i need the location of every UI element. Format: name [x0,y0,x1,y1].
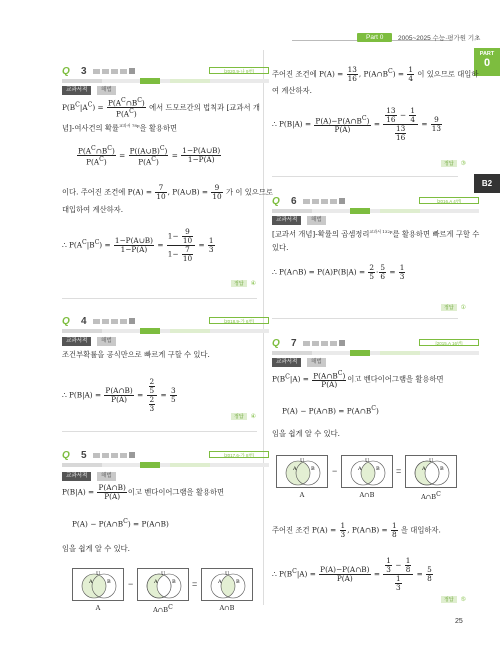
problem-number: 6 [291,196,297,207]
q3-given-text: 이다. 주어진 조건에 [62,187,126,197]
svg-text:U: U [161,571,166,577]
section-tab: B2 [474,174,500,193]
venn-diagram-a-not-b [137,568,189,601]
svg-text:A: A [89,579,93,585]
difficulty-dots [93,69,127,74]
q7-line1-text: 이고 벤다이어그램을 활용하면 [347,374,444,384]
q3-line1: $P(B^C|A^C)$ = $\frac{P(A^C\cap B^C)}{P(A^C)}$ 에서 드모르간의 법칙과 [교과서 개 [62,97,260,119]
problem-source: [2018.9-가 6번] [209,317,269,324]
problem-header-3 [62,66,270,88]
difficulty-square [129,68,135,74]
q-mark-icon: Q [62,66,70,77]
minus-sign: − [332,466,338,476]
q3-line2-text: 념]-여사건의 확률 [62,123,119,133]
problem-number: 5 [81,450,87,461]
svg-text:A: A [293,466,297,472]
tag-textbook: 교과서적 [62,86,91,95]
q5-line2: $P(A) - P(A\cap B^C)$ = P(A∩B) [72,518,169,529]
tag-solution: 해법 [97,337,116,346]
venn-label-text: A∩B [421,493,437,502]
answer-value: ⑤ [460,597,467,603]
progress-bar [272,209,479,213]
q7-given-text: 주어진 조건 [272,525,310,535]
svg-text:B: B [236,579,240,585]
svg-text:U: U [300,458,305,464]
difficulty-dots [93,453,127,458]
r-given-text-b: 이 있으므로 대입하 [417,69,479,79]
answer-label: 정답 [231,280,247,287]
venn-diagram-a [276,455,328,488]
q7-given-text-b: 을 대입하자. [400,525,441,535]
difficulty-dots [303,341,337,346]
svg-text:B: B [107,579,111,585]
answer-label: 정답 [441,596,457,603]
progress-bar [62,463,269,467]
svg-text:U: U [225,571,230,577]
q3-given-text-b: 이 있으므로 [235,187,273,197]
answer-value: ③ [460,161,467,167]
difficulty-square [339,198,345,204]
r-given: 주어진 조건에 P(A) = $\frac{13}{16}$ , $P(A\cap B^C)$ = $\frac{1}{4}$ 이 있으므로 대입하 [272,65,479,83]
progress-bar [272,351,479,355]
q-mark-icon: Q [62,450,70,461]
tag-textbook: 교과서적 [272,216,301,225]
r-result: ∴ P(B|A) = $\frac{P(A)-P(A\cap B^C)}{P(A)}$ = $\frac{13}{16}$ − $\frac{1}{4}$ $\frac{13}{16}$ = $\frac{9}{13}$ [272,106,442,142]
q3-result: ∴ $P(A^C|B^C)$ = $\frac{1-P(A\cup B)}{1-P(A)}$ = 1− $\frac{9}{10}$ 1− $\frac{7}{10}$ = $\frac{1}{3}$ [62,227,214,263]
svg-text:U: U [365,458,370,464]
part-tab-number: 0 [483,57,491,69]
separator [272,176,458,177]
q6-result: ∴ P(A∩B) = P(A)P(B|A) = $\frac{2}{5}$ · $\frac{5}{6}$ = $\frac{1}{3}$ [272,263,405,281]
venn-diagram-a-and-b [201,568,253,601]
venn-label: A [299,491,305,499]
difficulty-dots [93,319,127,324]
problem-source: [2020.9-나 9번] [209,67,269,74]
svg-text:U: U [429,458,434,464]
q7-line2: P(A) − P(A∩B) = $P(A\cap B^C)$ [282,405,379,416]
difficulty-square [339,340,345,346]
q3-given: 이다. 주어진 조건에 P(A) = $\frac{7}{10}$ , P(A∪B) = $\frac{9}{10}$ 가 이 있으므로 [62,183,273,201]
separator [272,318,458,319]
difficulty-dots [303,199,337,204]
q4-result: ∴ P(B|A) = $\frac{P(A\cap B)}{P(A)}$ = $\frac{\frac{2}{5}}{\frac{2}{3}}$ = $\frac{3}{5}$ [62,377,176,413]
progress-bar [62,329,269,333]
answer-q7 [441,596,466,603]
svg-text:U: U [96,571,101,577]
problem-header-5 [62,450,270,472]
minus-sign: − [128,579,134,589]
q5-line1-text: 이고 벤다이어그램을 활용하면 [127,487,225,497]
difficulty-square [129,318,135,324]
answer-label: 정답 [441,304,457,311]
answer-q4 [231,413,256,420]
problem-number: 4 [81,316,87,327]
svg-text:B: B [440,466,444,472]
tag-solution: 해법 [97,472,116,481]
q-mark-icon: Q [272,196,280,207]
svg-text:B: B [172,579,176,585]
venn-label: A [95,604,101,612]
venn-label: A∩B [219,604,235,612]
q3-line1-text: 에서 드모르간의 법칙과 [교과서 개 [149,102,260,112]
tag-solution: 해법 [307,358,326,367]
venn-diagram-a-and-b [341,455,393,488]
problem-header-6 [272,196,480,218]
q3-equation-block: $\frac{P(A^C\cap B^C)}{P(A^C)}$ = $\frac{P((A\cup B)^C)}{P(A^C)}$ = $\frac{1-P(A\cup B)}{1-P(A)}$ [78,145,221,167]
q3-line2-text-b: 을 활용하면 [139,123,178,133]
svg-text:B: B [376,466,380,472]
tag-solution: 해법 [307,216,326,225]
q-mark-icon: Q [62,316,70,327]
q3-calc-text: 대입하여 계산하자. [62,205,124,214]
q7-given: 주어진 조건 P(A) = $\frac{1}{3}$ , P(A∩B) = $\frac{1}{8}$ 을 대입하자. [272,521,441,539]
answer-value: ① [460,305,467,311]
problem-header-7 [272,338,480,360]
svg-text:A: A [422,466,426,472]
answer-r1 [441,160,466,167]
tag-textbook: 교과서적 [62,337,91,346]
equals-sign: = [396,466,402,476]
answer-q3 [231,280,256,287]
q-mark-icon: Q [272,338,280,349]
svg-text:B: B [311,466,315,472]
problem-source: [2015.A 16번] [419,339,479,346]
q6-line2: 있다. [272,243,289,252]
venn-label: $A\cap B^C$ [421,491,441,502]
answer-label: 정답 [231,413,247,420]
answer-label: 정답 [441,160,457,167]
q7-line1: $P(B^C|A)$ = $\frac{P(A\cap B^C)}{P(A)}$ 이고 벤다이어그램을 활용하면 [272,370,444,390]
r-given-text: 주어진 조건에 [272,69,317,79]
q7-line3: 임을 쉽게 알 수 있다. [272,429,340,438]
r-given-line2: 여 계산하자. [272,86,312,95]
q5-line1: P(B|A) = $\frac{P(A\cap B)}{P(A)}$ 이고 벤다이어그램을 활용하면 [62,483,225,501]
venn-label: A∩B [359,491,375,499]
problem-header-4 [62,316,270,338]
q6-line1-text: [교과서 개념]-확률의 곱셈정리 [272,229,370,239]
venn-diagram-a-not-b [405,455,457,488]
problem-number: 7 [291,338,297,349]
equals-sign: = [192,579,198,589]
answer-value: ④ [250,281,257,287]
q6-line1-text-b: 를 활용하면 빠르게 구할 수 [392,229,480,239]
header-title: 2005~2025 수능·평가원 기초 [398,35,481,42]
problem-number: 3 [81,66,87,77]
tag-textbook: 교과서적 [62,472,91,481]
problem-source: [2017.6-가 8번] [209,451,269,458]
q6-line1 [272,229,479,239]
tag-textbook: 교과서적 [272,358,301,367]
q4-line1: 조건부확률을 공식만으로 빠르게 구할 수 있다. [62,350,210,359]
svg-text:A: A [154,579,158,585]
svg-text:A: A [358,466,362,472]
answer-value: ④ [250,414,257,420]
tag-solution: 해법 [97,86,116,95]
difficulty-square [129,452,135,458]
part-tab-label: PART [479,51,495,57]
svg-text:A: A [218,579,222,585]
q3-line2-note: 교과서 78p [118,123,140,128]
q5-line3: 임을 쉽게 알 수 있다. [62,544,130,553]
problem-source: [2016.A 4번] [419,197,479,204]
q3-line2 [62,123,177,133]
separator [62,298,257,299]
venn-label-text: A∩B [153,606,169,615]
q7-result: ∴ $P(B^C|A)$ = $\frac{P(A)-P(A\cap B)}{P(A)}$ = $\frac{1}{3}$ − $\frac{1}{8}$ $\frac{1}{3}$ = $\frac{5}{8}$ [272,556,432,592]
header-part-badge: Part 0 [357,33,392,42]
separator [62,431,257,432]
q6-line1-note: 교과서 132p [369,229,393,234]
answer-q6 [441,304,466,311]
progress-bar [62,79,269,83]
page-number: 25 [455,618,463,625]
venn-label: $A\cap B^C$ [153,604,173,615]
venn-diagram-a [72,568,124,601]
